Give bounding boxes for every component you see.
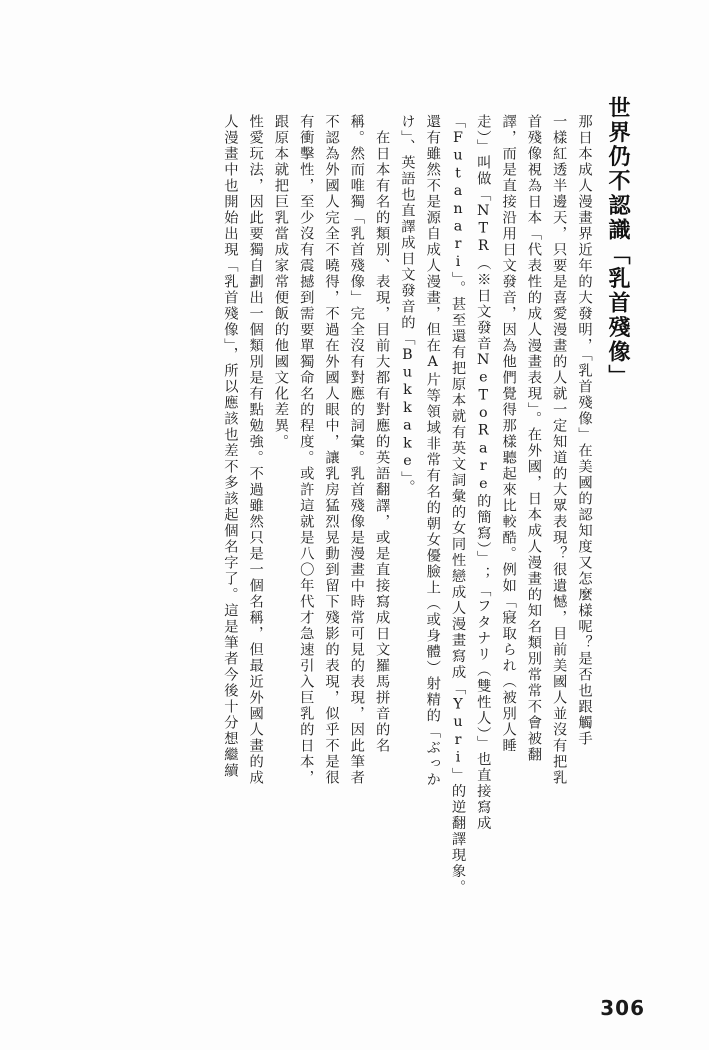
text-column-4: 譯，而是直接沿用日文發音，因為他們覺得那樣聽起來比較酷。例如「寢取られ（被別人睡: [500, 114, 517, 754]
page-number: 306: [600, 996, 645, 1020]
text-column-9: 在日本有名的類別、表現，目前大都有對應的英語翻譯，或是直接寫成日文羅馬拼音的名: [374, 114, 391, 754]
text-column-15: 人漫畫中也開始出現「乳首殘像」，所以應該也差不多該起個名字了。這是筆者今後十分想繼續: [222, 114, 239, 779]
text-column-6: 「Futanari」。甚至還有把原本就有英文詞彙的女同性戀成人漫畫寫成「Yuri」的逆翻譯現象。: [450, 114, 467, 896]
text-column-3: 首殘像視為日本「代表性的成人漫畫表現」。在外國，日本成人漫畫的知名類別常常不會被翻: [525, 114, 542, 763]
text-column-12: 有衝擊性，至少沒有震撼到需要單獨命名的程度。或許這就是八〇年代才急速引入巨乳的日本，: [298, 114, 315, 786]
text-column-13: 跟原本就把巨乳當成家常便飯的他國文化差異。: [272, 114, 289, 450]
text-column-14: 性愛玩法，因此要獨自劃出一個類別是有點勉強。不過雖然只是一個名稱，但最近外國人畫的成: [247, 114, 264, 786]
page-title: 世界仍不認識「乳首殘像」: [605, 96, 631, 389]
text-column-10: 稱。然而唯獨「乳首殘像」完全沒有對應的詞彙。乳首殘像是漫畫中時常可見的表現，因此筆者: [348, 114, 365, 786]
text-column-5: 走）」叫做「NTR（※日文發音NeToRare的簡寫）」；「フタナリ（雙性人）」也直接寫成: [475, 114, 492, 832]
vertical-text-area: [72, 78, 643, 908]
text-column-8: け」、英語也直譯成日文發音的「Bukkake」。: [399, 114, 416, 496]
text-column-2: 一樣紅透半邊天，只要是喜愛漫畫的人就一定知道的大眾表現？很遺憾，目前美國人並沒有把乳: [551, 114, 568, 786]
text-column-7: 還有雖然不是源自成人漫畫，但在A片等領域非常有名的朝女優臉上（或身體）射精的「ぶっか: [424, 114, 441, 788]
text-column-1: 那日本成人漫畫界近年的大發明，「乳首殘像」在美國的認知度又怎麼樣呢？是否也跟觸手: [576, 114, 593, 747]
text-column-11: 不認為外國人完全不曉得，不過在外國人眼中，讓乳房猛烈晃動到留下殘影的表現，似乎不是很: [323, 114, 340, 786]
